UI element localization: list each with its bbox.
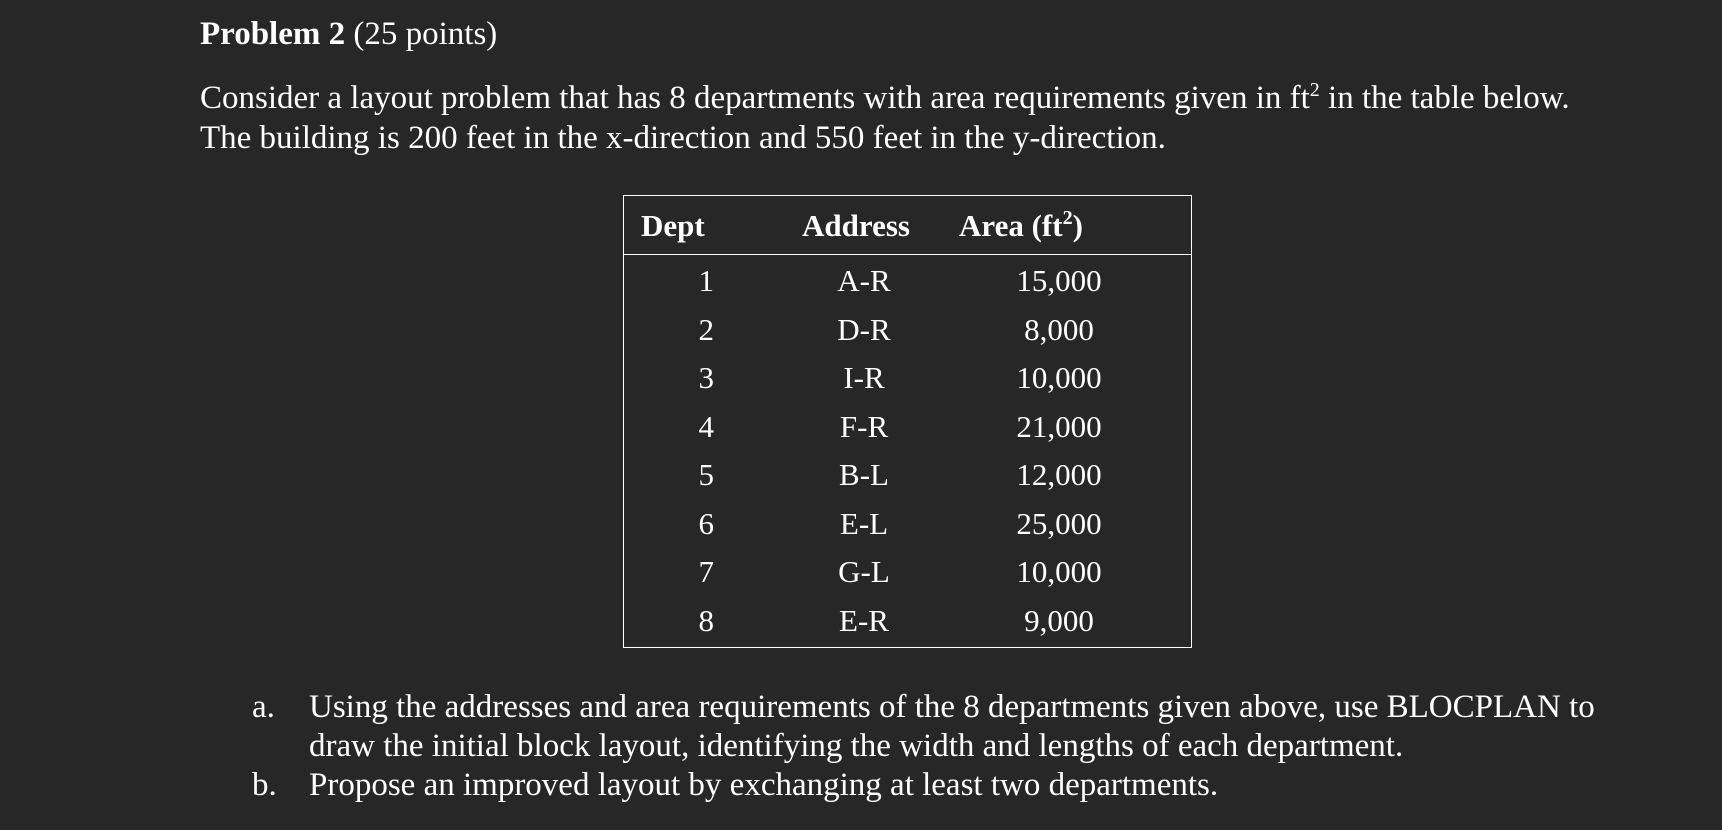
table-row: [624, 312, 1191, 360]
cell-dept: 5: [698, 457, 714, 492]
header-area-superscript: 2: [1062, 207, 1073, 229]
question-list: [252, 688, 1595, 805]
cell-address: F-R: [839, 408, 889, 444]
table-row: [624, 263, 1191, 311]
table-row: [624, 506, 1191, 554]
cell-dept: 2: [698, 311, 714, 347]
table-row: [624, 457, 1191, 505]
cell-area: 25,000: [1016, 505, 1102, 541]
cell-dept: 7: [698, 554, 714, 589]
question-line: [252, 688, 1595, 727]
cell-dept: 8: [698, 602, 714, 638]
problem-intro: [200, 78, 1570, 158]
cell-area: 10,000: [1016, 554, 1102, 589]
table-row: [624, 360, 1191, 408]
cell-area: 9,000: [1024, 602, 1094, 638]
cell-area: 21,000: [1016, 408, 1102, 444]
cell-dept: 3: [698, 360, 714, 395]
intro-line-2: The building is 200 feet in the x-direction and 550 feet in the y-direction.: [200, 120, 1166, 156]
intro-line-1: [200, 78, 1570, 118]
cell-address: E-L: [839, 505, 889, 541]
intro-line-1-end: in the table below.: [1319, 80, 1570, 116]
header-dept: Dept: [641, 208, 705, 243]
table-row: [624, 409, 1191, 457]
header-area: [959, 208, 1083, 244]
question-marker: a.: [252, 689, 275, 725]
cell-dept: 1: [698, 263, 714, 298]
problem-title: [200, 14, 497, 54]
cell-address: I-R: [843, 360, 885, 395]
intro-line-1-text: Consider a layout problem that has 8 departments with area requirements given in ft: [200, 80, 1310, 116]
header-divider: [624, 254, 1191, 255]
cell-address: B-L: [839, 457, 889, 492]
cell-area: 8,000: [1024, 311, 1094, 347]
question-text: Propose an improved layout by exchanging at least two departments.: [309, 767, 1219, 803]
problem-heading: Problem 2: [200, 16, 346, 52]
question-line: [252, 766, 1595, 805]
header-address: Address: [802, 208, 910, 243]
cell-dept: 6: [698, 505, 714, 541]
cell-address: A-R: [837, 263, 891, 298]
department-table: [623, 195, 1192, 648]
cell-area: 12,000: [1016, 457, 1102, 492]
question-line: [252, 727, 1595, 766]
cell-dept: 4: [698, 408, 714, 444]
cell-address: G-L: [838, 554, 890, 589]
table-row: [624, 554, 1191, 602]
question-text: Using the addresses and area requirements of the 8 departments given above, use BLOCPLAN to: [309, 689, 1595, 725]
cell-address: E-R: [839, 602, 889, 638]
cell-area: 15,000: [1016, 263, 1102, 298]
problem-points: (25 points): [353, 16, 498, 52]
question-text: draw the initial block layout, identifying the width and lengths of each department.: [309, 728, 1404, 764]
table-row: [624, 603, 1191, 651]
intro-unit-superscript: 2: [1309, 79, 1320, 101]
cell-address: D-R: [837, 311, 891, 347]
question-marker: b.: [252, 767, 277, 803]
header-area-label: Area (ft: [959, 208, 1063, 243]
header-area-close: ): [1072, 208, 1083, 243]
cell-area: 10,000: [1016, 360, 1102, 395]
